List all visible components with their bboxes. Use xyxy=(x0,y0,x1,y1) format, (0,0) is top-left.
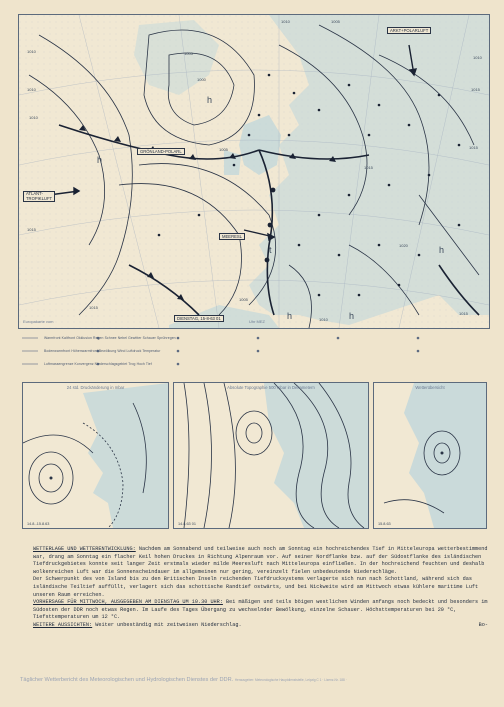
report-heading: WETTERLAGE UND WETTERENTWICKLUNG: xyxy=(33,546,136,552)
panel-title: Absolute Topographie 500 mbar in Dekametern xyxy=(227,385,315,390)
isobar-label: 1010 xyxy=(29,115,38,120)
air-mass-label-atlantic: ATLANT- TROPIKLUFT xyxy=(23,191,55,202)
pressure-mark: h xyxy=(207,95,213,105)
isobar-label: 1000 xyxy=(197,77,206,82)
legend-row: Luftmassengrenze Konvergenz Niederschlagsgebiet Trog Hoch Tief xyxy=(44,362,152,366)
report-text: Bei mäßigen und teils böigen westlichen Winden anfangs noch bedeckt und besonders im Südosten der DDR noch etwas Regen. Im Laufe des Tages Übergang zu wechselnder Bewölkung, einzelne Schauer. Höchsttemperaturen bei 20 °C, Tiefsttemperaturen um 12 °C. xyxy=(33,599,488,621)
isobar-label: 1005 xyxy=(184,51,193,56)
isobar-label: 1015 xyxy=(27,227,36,232)
report-text: Weiter unbeständig mit zeitweisen Niederschlag. xyxy=(92,621,242,628)
isobar-label: 1010 xyxy=(27,49,36,54)
weather-report xyxy=(33,546,488,630)
isobar-label: 1015 xyxy=(471,87,480,92)
isobar-label: 1020 xyxy=(399,243,408,248)
map-legend xyxy=(18,331,488,378)
isobar-label: 1015 xyxy=(89,305,98,310)
isobar-label: 1005 xyxy=(219,147,228,152)
report-text: Nachdem am Sonnabend und teilweise auch noch am Sonntag ein hochreichendes Tief in Mitteleuropa wetterbestimmend war, drang am Sonntag ein flacher Keil hohen Druckes in Richtung Alpenraum vor. Auf seiner Nordflanke bzw. auf der Südostflanke des isländischen Tiefdruckgebietes konnte seit langer Zeit erstmals wieder milde Meeresluft nach Mitteleuropa einfließen. In der hochreichend feuchten und deshalb wolkenreichen Luft war die Sonnenscheindauer im allgemeinen nur gering, vereinzelt fielen unbedeutende Niederschläge. xyxy=(33,546,488,575)
map-date-box: DIENSTAG, 15-8-63 01 xyxy=(174,315,224,322)
panel-title: Wetterübersicht xyxy=(415,385,445,390)
isobar-label: 1010 xyxy=(473,55,482,60)
report-text: Der Schwerpunkt des von Island bis zu den Britischen Inseln reichenden Tiefdrucksystems verlagerte sich nun nach Schottland, während sich das isländische Teiltief auffüllt, verlagert sich das schottische Randtief ostwärts, und bei Nickweite wird am Mittwoch etwas kühlere maritime Luft unseren Raum erreichen. xyxy=(33,576,479,598)
isobar-label: 1015 xyxy=(459,311,468,316)
report-paragraph xyxy=(33,622,488,630)
panel-date: 14.8.63 01 xyxy=(178,522,196,526)
report-paragraph xyxy=(33,546,488,576)
report-heading: WEITERE AUSSICHTEN: xyxy=(33,621,93,628)
isobar-label: 1015 xyxy=(469,145,478,150)
air-mass-label-greenland: GRÖNLAND-POLARL xyxy=(137,148,185,155)
publisher-footer xyxy=(20,677,347,683)
report-text: Bo- xyxy=(478,621,488,628)
topography-graphic xyxy=(174,383,368,528)
report-heading: VORHERSAGE FÜR MITTWOCH, AUSGEGEBEN AM DIENSTAG UM 10.30 UHR: xyxy=(33,599,223,606)
legend-row: Warmfront Kaltfront Okklusion Regen Schnee Nebel Gewitter Schauer Sprühregen xyxy=(44,336,176,340)
overview-graphic xyxy=(374,383,486,528)
footer-title: Täglicher Wetterbericht des Meteorologischen und Hydrologischen Dienstes der DDR. xyxy=(20,677,234,683)
pressure-change-map xyxy=(22,382,169,529)
pressure-mark: h xyxy=(287,311,293,321)
isobar-label: 1010 xyxy=(319,317,328,322)
isobar-label: 1010 xyxy=(281,19,290,24)
isobar-label: 1005 xyxy=(239,297,248,302)
legend-row: Bodenwarmfront Höhenwarmfront Bewölkung Wind Luftdruck Temperatur xyxy=(44,349,161,353)
air-mass-label-marine: MEERESL xyxy=(219,233,245,240)
weather-overview-map xyxy=(373,382,487,529)
topography-500mb-map xyxy=(173,382,369,529)
air-mass-label-arctic: ARKT+POLARLUFT xyxy=(387,27,431,34)
isobar-label: 1015 xyxy=(364,165,373,170)
pressure-mark: h xyxy=(349,311,355,321)
pressure-mark: h xyxy=(439,245,445,255)
panel-title: 24 std. Druckänderung in mbar xyxy=(66,385,125,390)
isobar-label: 1005 xyxy=(331,19,340,24)
pressure-change-graphic xyxy=(23,383,168,528)
panel-date: 15.8.63 xyxy=(378,522,391,526)
report-paragraph xyxy=(33,576,488,599)
map-caption-right: Uhr MEZ xyxy=(249,319,265,324)
main-map-graphic xyxy=(19,15,489,328)
panel-date: 14.8.-15.8.63 xyxy=(27,522,50,526)
europe-weather-map xyxy=(18,14,490,329)
pressure-mark: h xyxy=(97,155,103,165)
map-caption-left: Europakarte vom xyxy=(23,319,54,324)
footer-publisher: Herausgeber: Meteorologische Hauptdienststelle, Leipzig C 1 · Lizenz-Nr. 188 · xyxy=(234,678,347,682)
isobar-label: 1010 xyxy=(27,87,36,92)
pressure-mark: t xyxy=(269,245,272,255)
report-paragraph xyxy=(33,599,488,622)
